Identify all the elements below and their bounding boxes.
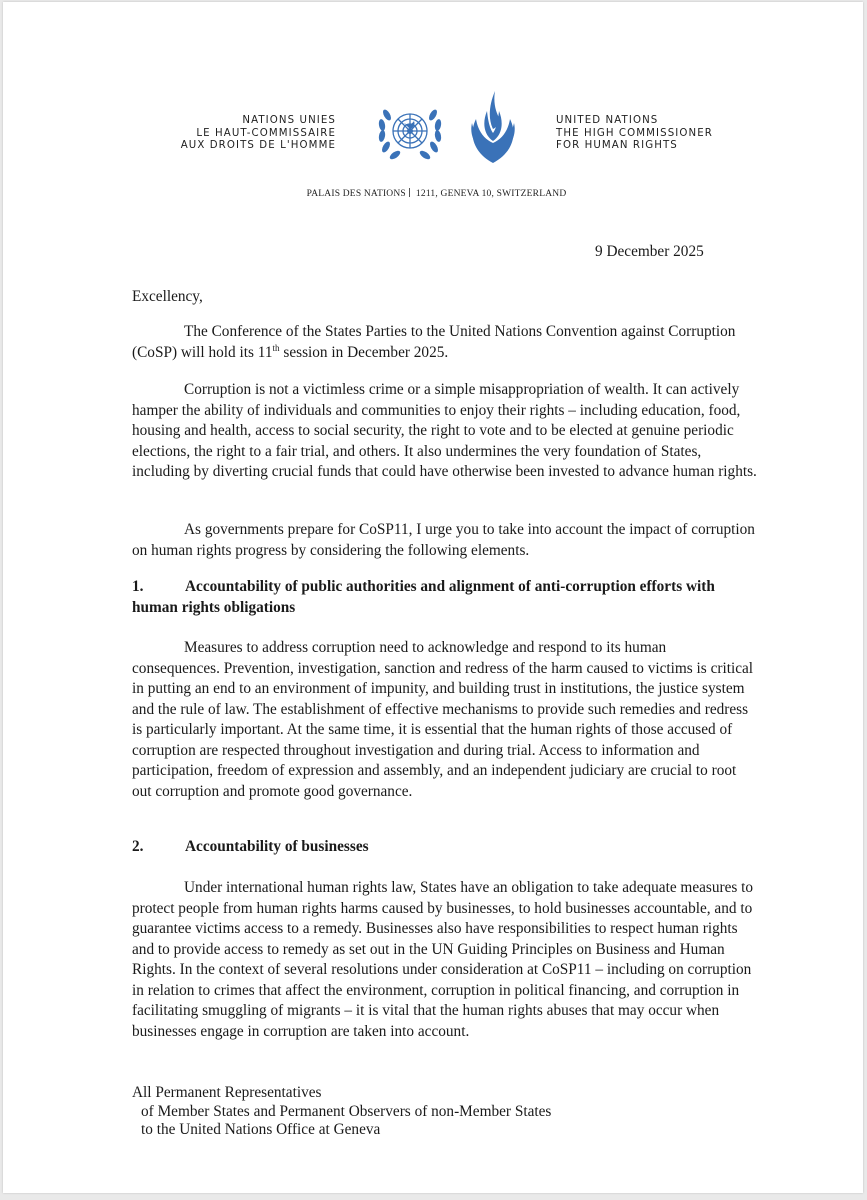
letterhead-line: AUX DROITS DE L'HOMME	[180, 140, 336, 151]
letterhead-line: NATIONS UNIES	[242, 115, 336, 126]
paragraph-corruption-impact: Corruption is not a victimless crime or a simple misappropriation of wealth. It can actively hamper the ability of individuals and communities to enjoy their rights – including education, food, housing and health, access to social security, the right to vote and to be elected at genuine periodic elections, the right to a fair trial, and others. It also undermines the very foundation of States, including by diverting crucial funds that could have otherwise been invested to advance human rights.	[132, 381, 757, 480]
ohchr-flame-emblem-icon	[458, 83, 528, 169]
letterhead-address	[3, 188, 867, 199]
letterhead-line: THE HIGH COMMISSIONER	[556, 127, 713, 139]
letterhead-english	[556, 115, 713, 153]
letterhead-french	[181, 115, 336, 153]
address-city: 1211, GENEVA 10, SWITZERLAND	[415, 189, 567, 199]
address-separator	[409, 188, 410, 197]
paragraph-intro: The Conference of the States Parties to the United Nations Convention against Corruption (CoSP) will hold its 11th session in December 2025.	[132, 323, 736, 361]
salutation: Excellency,	[132, 288, 203, 305]
addressee-block	[132, 1084, 551, 1140]
addressee-line: to the United Nations Office at Geneva	[141, 1121, 381, 1138]
un-emblem-icon	[373, 101, 447, 167]
address-building: PALAIS DES NATIONS	[306, 189, 406, 199]
paragraph-cosp11-urge: As governments prepare for CoSP11, I urge you to take into account the impact of corruption on human rights progress by considering the following elements.	[132, 521, 755, 559]
letter-date: 9 December 2025	[595, 243, 704, 260]
addressee-line: of Member States and Permanent Observers of non-Member States	[141, 1102, 552, 1120]
paragraph-public-authorities: Measures to address corruption need to acknowledge and respond to its human consequences. Prevention, investigation, sanction and redress of the harm caused to victims is critical in putting an end to an environment of impunity, and building trust in institutions, the justice system and the rule of law. The establishment of effective mechanisms to provide such remedies and redress is particularly important. At the same time, it is essential that the human rights of those accused of corruption are respected throughout investigation and during trial. Access to information and participation, freedom of expression and assembly, and an independent judiciary are crucial to root out corruption and promote good governance.	[132, 639, 754, 800]
section-heading-2: 2. Accountability of businesses	[132, 838, 369, 855]
letter-page	[3, 2, 863, 1193]
letterhead-line: UNITED NATIONS	[556, 115, 659, 126]
paragraph-businesses: Under international human rights law, States have an obligation to take adequate measures to protect people from human rights harms caused by businesses, to hold businesses accountable, and to guarantee victims access to a remedy. Businesses also have responsibilities to respect human rights and to provide access to remedy as set out in the UN Guiding Principles on Business and Human Rights. In the context of several resolutions under consideration at CoSP11 – including on corruption in relation to crimes that affect the environment, corruption in political financing, and corruption in facilitating smuggling of migrants – it is vital that the human rights abuses that may occur when businesses engage in corruption are taken into account.	[132, 879, 754, 1040]
letterhead-line: FOR HUMAN RIGHTS	[556, 140, 678, 151]
letterhead-line: LE HAUT-COMMISSAIRE	[196, 127, 336, 139]
section-heading-1: 1. Accountability of public authorities and alignment of anti-corruption efforts with human rights obligations	[132, 578, 715, 616]
addressee-line: All Permanent Representatives	[132, 1084, 322, 1101]
